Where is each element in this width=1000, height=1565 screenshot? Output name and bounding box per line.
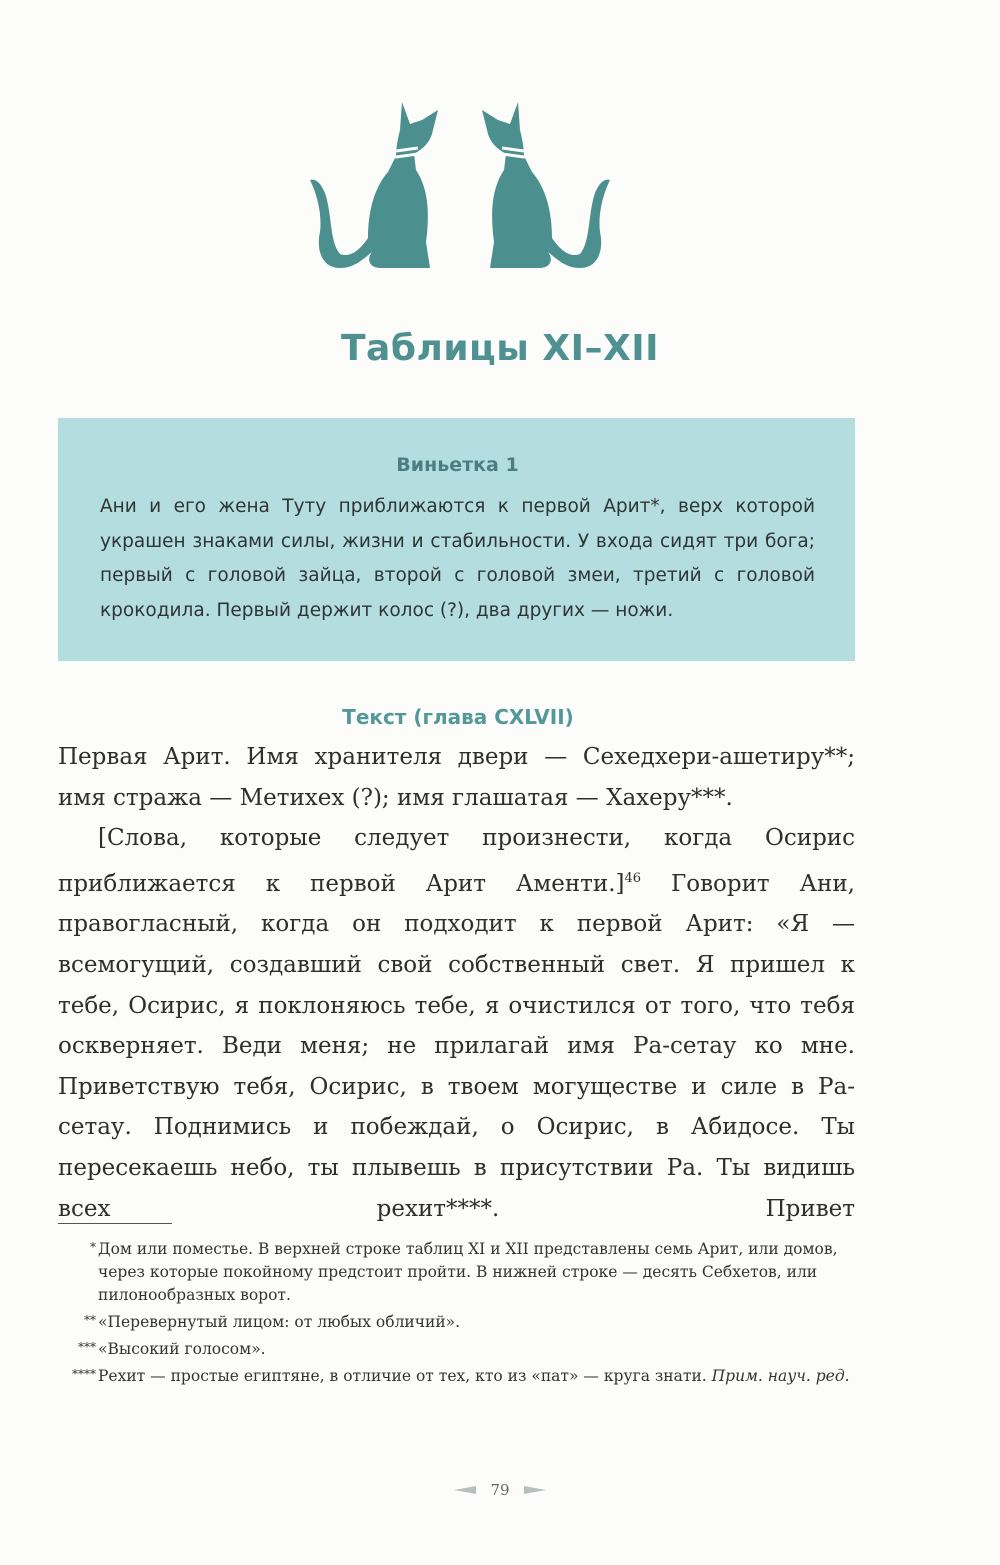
body-line: Первая Арит. Имя хранителя двери — Сехедхери-ашетиру**;	[58, 744, 855, 770]
left-cat-icon	[310, 102, 438, 268]
arrow-left-icon	[454, 1486, 476, 1494]
twin-cats-icon	[310, 92, 610, 272]
footnote-mark: *	[90, 1240, 96, 1254]
footnote	[58, 1338, 855, 1361]
footnote-mark: ***	[78, 1340, 96, 1354]
footnote	[58, 1238, 855, 1307]
editor-note: Прим. науч. ред.	[711, 1367, 850, 1385]
vignette-text: Ани и его жена Туту приближаются к первой Арит*, верх которой украшен знаками силы, жизни и стабильности. У входа сидят три бога; первый с головой зайца, второй с головой змеи, третий с головой крокодила. Первый держит колос (?), два других — ножи.	[100, 496, 815, 621]
footnote	[58, 1365, 855, 1388]
body-line: имя стража — Метихех (?); имя глашатая — Хахеру***.	[58, 784, 733, 811]
page-number: 79	[490, 1481, 510, 1499]
endnote-ref: 46	[624, 870, 642, 886]
body-paragraph	[58, 818, 855, 1229]
footnote-divider	[58, 1223, 172, 1224]
section-heading: Текст (глава CXLVII)	[342, 705, 574, 729]
footnote-text: «Высокий голосом».	[98, 1340, 266, 1358]
footnote-text: Рехит — простые египтяне, в отличие от тех, кто из «пат» — круга знати.	[98, 1367, 707, 1385]
vignette-box	[58, 418, 855, 661]
chapter-title: Таблицы XI–XII	[340, 328, 660, 369]
footnote-text: Дом или поместье. В верхней строке таблиц XI и XII представлены семь Арит, или домов, через которые покойному предстоит пройти. В нижней строке — десять Себхетов, или пилонообразных ворот.	[98, 1240, 838, 1304]
right-cat-icon	[482, 102, 610, 268]
main-text	[58, 737, 855, 1229]
footnote-mark: ****	[72, 1367, 96, 1381]
footnote-text: «Перевернутый лицом: от любых обличий».	[98, 1313, 461, 1331]
footnote-mark: **	[84, 1313, 96, 1327]
arrow-right-icon	[524, 1486, 546, 1494]
paragraph-text: [Слова, которые следует произнести, когда Осирис приближается к первой Арит Аменти.]	[58, 825, 855, 897]
paragraph-text: Говорит Ани, правогласный, когда он подходит к первой Арит: «Я — всемогущий, создавший свой собственный свет. Я пришел к тебе, Осирис, я поклоняюсь тебе, я очистился от того, что тебя оскверняет. Веди меня; не прилагай имя Ра-сетау ко мне. Приветствую тебя, Осирис, в твоем могуществе и силе в Ра-сетау. Поднимись и побеждай, о Осирис, в Абидосе. Ты пересекаешь небо, ты плывешь в присутствии Ра. Ты видишь всех рехит****. Привет	[58, 870, 855, 1222]
footnotes	[58, 1238, 855, 1392]
vignette-heading: Виньетка 1	[396, 454, 519, 476]
page-footer	[0, 1481, 1000, 1499]
footnote	[58, 1311, 855, 1334]
